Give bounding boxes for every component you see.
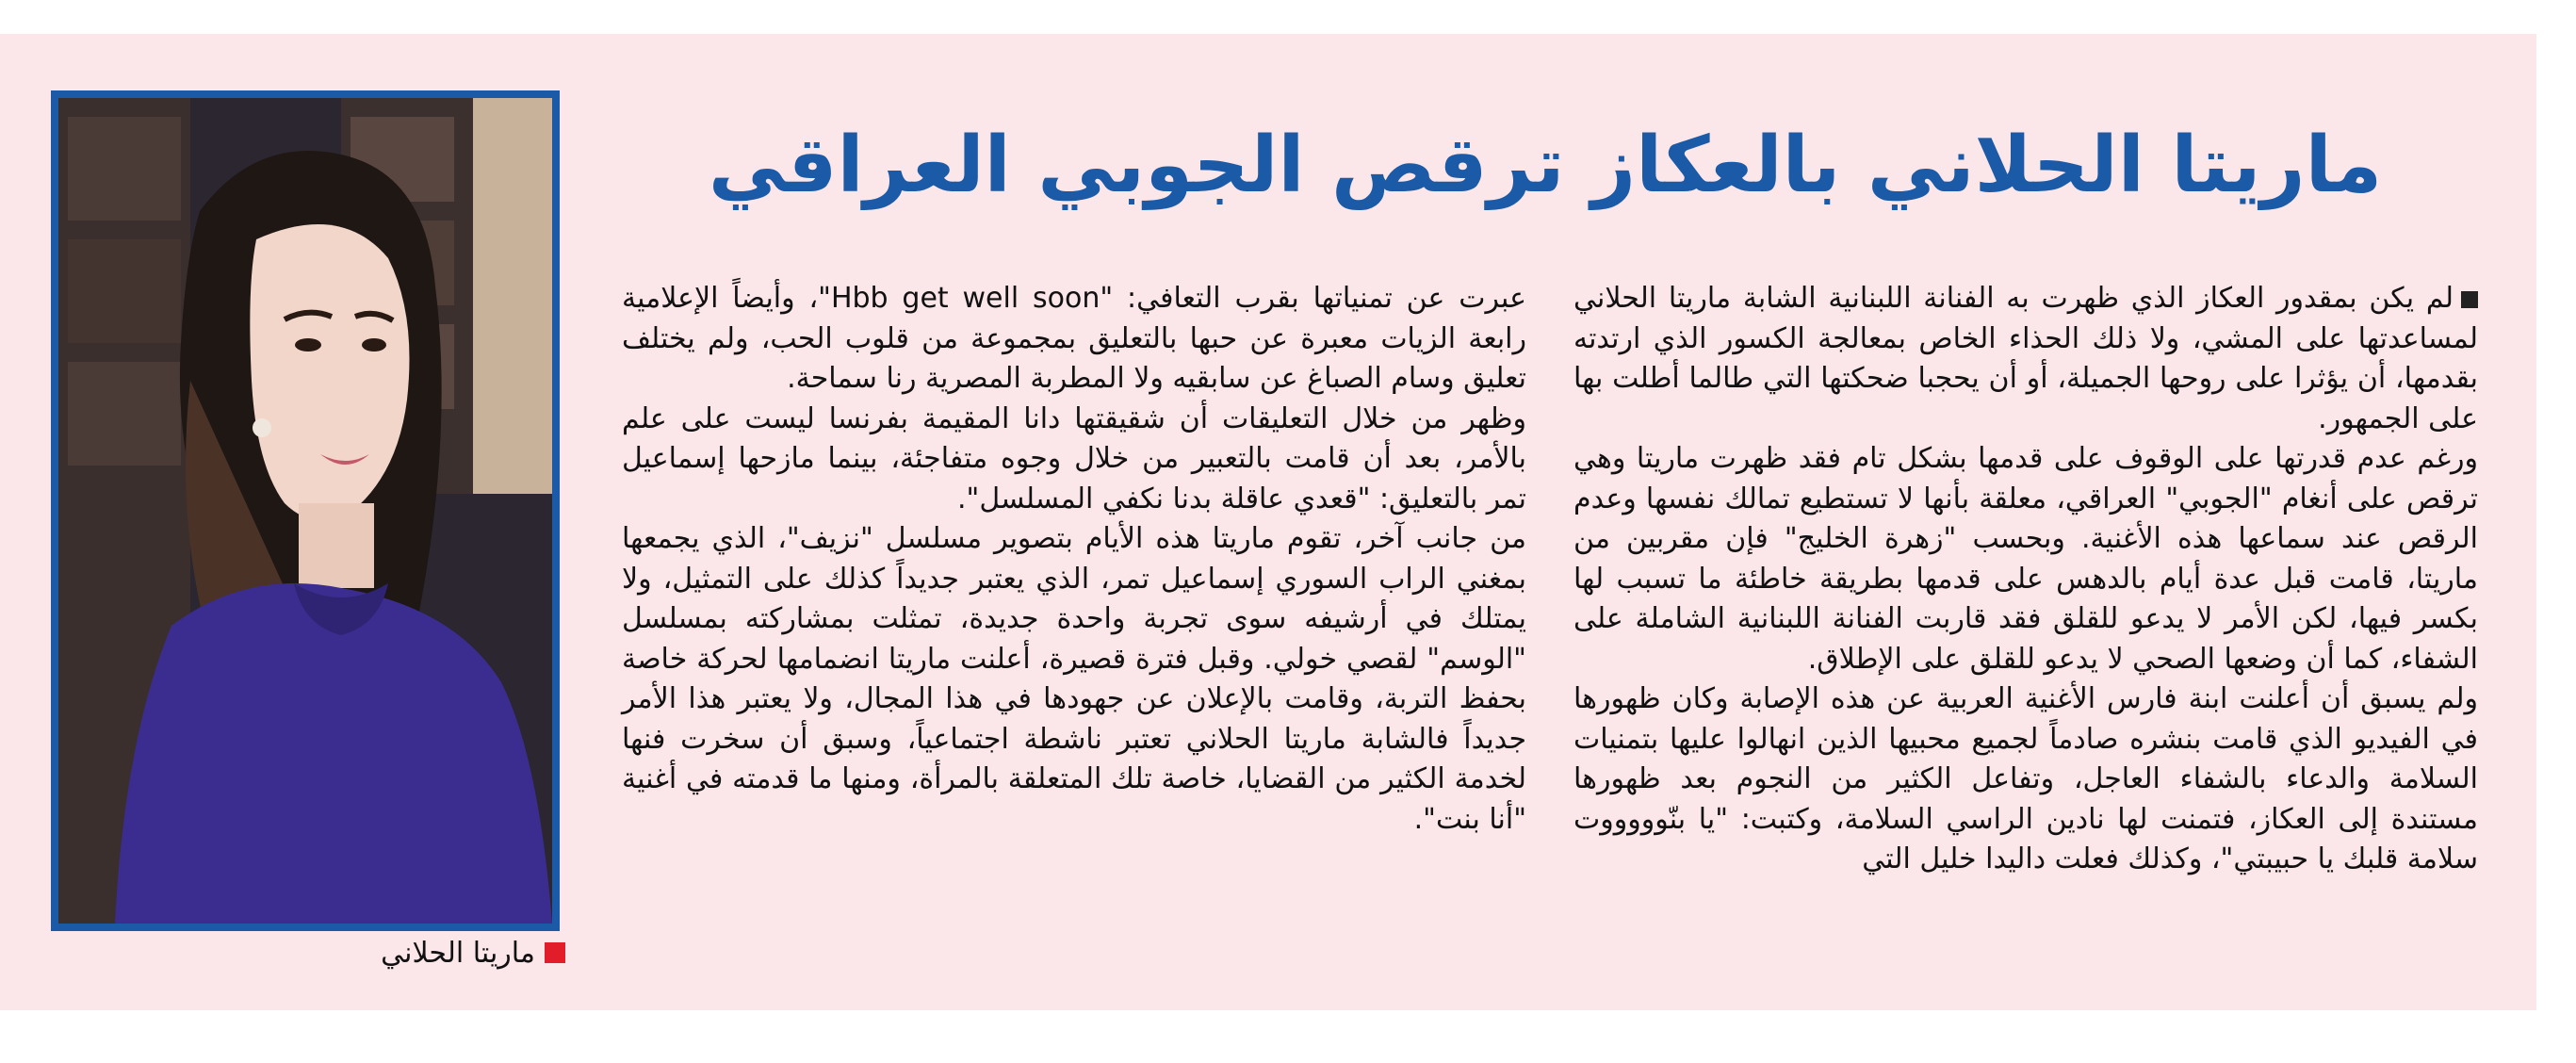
paragraph: عبرت عن تمنياتها بقرب التعافي: "Hbb get well soon"، وأيضاً الإعلامية رابعة الزيات معبرة عن حبها بالتعليق بمجموعة من قلوب الحب، ولم يختلف تعليق وسام الصباغ عن سابقيه ولا المطربة المصرية رنا سماحة. [622, 282, 1527, 395]
caption-text: ماريتا الحلاني [381, 936, 535, 970]
paragraph: وظهر من خلال التعليقات أن شقيقتها دانا المقيمة بفرنسا ليست على علم بالأمر، بعد أن قامت بالتعبير من خلال وجوه متفاجئة، بينما مازحها إسماعيل تمر بالتعليق: "قعدي عاقلة بدنا نكفي المسلسل". [622, 401, 1526, 515]
paragraph: ورغم عدم قدرتها على الوقوف على قدمها بشكل تام فقد ظهرت ماريتا وهي ترقص على أنغام "الجوبي" العراقي، معلقة بأنها لا تستطيع تمالك نفسها وعدم الرقص عند سماعها هذه الأغنية. وبحسب "زهرة الخليج" فإن مقربين من ماريتا، قامت قبل عدة أيام بالدهس على قدمها بطريقة خاطئة ما تسبب لها بكسر فيها، لكن الأمر لا يدعو للقلق فقد قاربت الفنانة اللبنانية الشاملة على الشفاء، كما أن وضعها الصحي لا يدعو للقلق على الإطلاق. [1573, 442, 2478, 676]
lead-bullet [2461, 291, 2478, 308]
paragraph: من جانب آخر، تقوم ماريتا هذه الأيام بتصوير مسلسل "نزيف"، الذي يجمعها بمغني الراب السوري إسماعيل تمر، الذي يعتبر جديداً كذلك على التمثيل، ولا يمتلك في أرشيفه سوى تجربة واحدة جديدة، تمثلت بمشاركته بمسلسل "الوسم" لقصي خولي. وقبل فترة قصيرة، أعلنت ماريتا انضمامها لحركة خاصة بحفظ التربة، وقامت بالإعلان عن جهودها في هذا المجال، ولا يعتبر هذا الأمر جديداً فالشابة ماريتا الحلاني تعتبر ناشطة اجتماعياً، وسبق أن سخرت فنها لخدمة الكثير من القضايا، خاصة تلك المتعلقة بالمرأة، ومنها ما قدمته في أغنية "أنا بنت". [622, 522, 1526, 836]
article-column-left [622, 279, 1526, 995]
photo-caption [339, 929, 565, 976]
paragraph-text: لم يكن بمقدور العكاز الذي ظهرت به الفنانة اللبنانية الشابة ماريتا الحلاني لمساعدتها على المشي، ولا ذلك الحذاء الخاص بمعالجة الكسور الذي ارتدته بقدمها، أن يؤثرا على روحها الجميلة، أو أن يحجبا ضحكتها التي طالما أطلت بها على الجمهور. [1573, 282, 2478, 435]
headline: ماريتا الحلاني بالعكاز ترقص الجوبي العراقي [708, 121, 2383, 210]
article-column-right [1573, 279, 2478, 995]
portrait-photo [51, 90, 560, 931]
portrait-illustration [58, 98, 552, 924]
paragraph: ولم يسبق أن أعلنت ابنة فارس الأغنية العربية عن هذه الإصابة وكان ظهورها في الفيديو الذي قامت بنشره صادماً لجميع محبيها الذين انهالوا عليها بتمنيات السلامة والدعاء بالشفاء العاجل، وتفاعل الكثير من النجوم بعد ظهورها مستندة إلى العكاز، فتمنت لها نادين الراسي السلامة، وكتبت: "يا بنّوووووت سلامة قلبك يا حبيبتي"، وكذلك فعلت داليدا خليل التي [1573, 682, 2478, 875]
article-panel [0, 34, 2536, 1010]
caption-bullet [545, 942, 565, 963]
paragraph [1573, 279, 2478, 439]
